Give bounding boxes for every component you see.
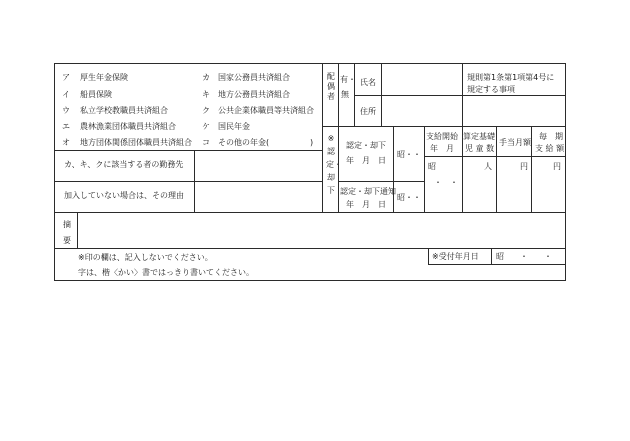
- monthly-amount-header: 手当月額: [499, 138, 531, 147]
- children-unit: 人: [484, 162, 492, 171]
- option-label: 国家公務員共済組合: [218, 73, 290, 82]
- spouse-presence-label[interactable]: 有・無: [340, 75, 356, 99]
- children-count-header: 算定基礎: [463, 132, 495, 141]
- option-mark: コ: [202, 138, 210, 147]
- approval-era[interactable]: 昭・・: [397, 150, 421, 159]
- option-label: 船員保険: [80, 90, 112, 99]
- rule-note-field[interactable]: [463, 96, 565, 125]
- payment-col-divider-3: [531, 126, 532, 212]
- footer-note-2: 字は、楷〈かい〉書ではっきり書いてください。: [78, 268, 254, 277]
- spouse-address-label: 住所: [360, 107, 376, 116]
- option-mark: エ: [62, 122, 70, 131]
- start-date-era[interactable]: 昭: [428, 162, 436, 171]
- option-label: 地方団体関係団体職員共済組合: [80, 138, 192, 147]
- summary-label: 摘要: [63, 220, 71, 245]
- approval-side-divider: [338, 126, 339, 212]
- received-date-divider: [491, 248, 492, 265]
- spouse-label: 配偶者: [327, 72, 335, 101]
- option-mark: ケ: [202, 122, 210, 131]
- other-close-paren: ): [310, 138, 314, 147]
- not-enrolled-reason-field[interactable]: [195, 182, 321, 211]
- option-mark: オ: [62, 138, 70, 147]
- option-label: 公共企業体職員等共済組合: [218, 106, 314, 115]
- approval-label: 認定・却下: [346, 141, 386, 150]
- periodic-payment-header-sub: 支 給 額: [535, 144, 565, 153]
- approval-side-label: ※認定・却下: [326, 134, 342, 195]
- received-date-label: ※受付年月日: [432, 252, 479, 261]
- start-date-header-sub: 年 月: [430, 144, 454, 153]
- payment-col-divider-2: [496, 126, 497, 212]
- rule-note-line1: 規則第1条第1項第4号に: [467, 73, 555, 82]
- spouse-col-divider: [338, 63, 339, 126]
- not-enrolled-reason-label: 加入していない場合は、その理由: [64, 191, 184, 200]
- option-label: 厚生年金保険: [80, 73, 128, 82]
- option-mark: ク: [202, 106, 210, 115]
- start-date-dots[interactable]: ・ ・: [434, 178, 458, 187]
- approval-notice-era[interactable]: 昭・・: [397, 193, 421, 202]
- workplace-field[interactable]: [195, 151, 321, 181]
- approval-inner-divider: [393, 126, 394, 212]
- option-label: 国民年金: [218, 122, 250, 131]
- received-date-value[interactable]: 昭 ・ ・: [496, 252, 552, 261]
- option-label: 農林漁業団体職員共済組合: [80, 122, 176, 131]
- spouse-address-field[interactable]: [382, 96, 462, 126]
- payment-table-left: [424, 126, 425, 212]
- spouse-name-field[interactable]: [382, 64, 462, 94]
- option-mark: ア: [62, 73, 70, 82]
- payment-header-divider: [424, 156, 566, 157]
- option-mark: ウ: [62, 106, 70, 115]
- rule-note-line2: 規定する事項: [467, 85, 515, 94]
- approval-notice-label: 認定・却下通知: [340, 187, 396, 196]
- approval-notice-divider: [338, 181, 424, 182]
- option-label: 私立学校教職員共済組合: [80, 106, 168, 115]
- option-mark: キ: [202, 90, 210, 99]
- periodic-unit: 円: [553, 162, 561, 171]
- summary-field[interactable]: [78, 213, 565, 247]
- periodic-payment-header: 毎 期: [539, 132, 563, 141]
- workplace-label: カ、キ、クに該当する者の勤務先: [64, 160, 184, 169]
- option-mark: カ: [202, 73, 210, 82]
- spouse-bottom-border: [322, 126, 566, 127]
- option-label: 地方公務員共済組合: [218, 90, 290, 99]
- approval-notice-ymd: 年 月 日: [346, 200, 386, 209]
- section-divider: [322, 63, 323, 212]
- footer-note-1: ※印の欄は、記入しないでください。: [78, 253, 213, 262]
- spouse-name-label: 氏名: [360, 78, 376, 87]
- approval-ymd: 年 月 日: [346, 156, 386, 165]
- children-count-header-sub: 児 童 数: [465, 144, 495, 153]
- monthly-unit: 円: [520, 162, 528, 171]
- option-mark: イ: [62, 90, 70, 99]
- start-date-header: 支給開始: [426, 132, 458, 141]
- option-label: その他の年金(: [218, 138, 270, 147]
